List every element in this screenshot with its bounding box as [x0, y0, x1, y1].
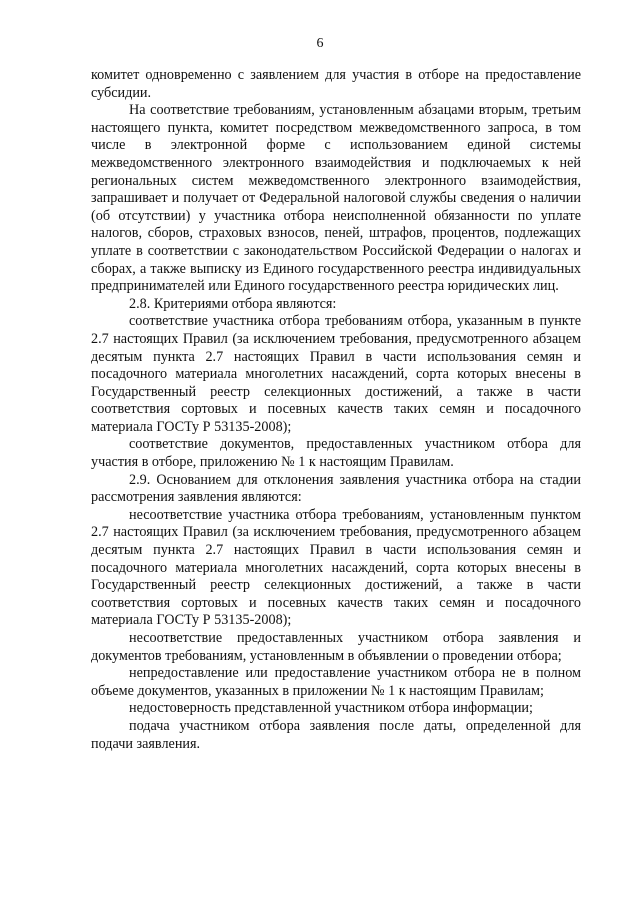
rejection-reason-documents-mismatch: несоответствие предоставленных участником отбора заявления и документов требованиям, установленным в объявлении о проведении отбора; [91, 630, 581, 664]
page-number: 6 [316, 36, 324, 51]
rejection-reason-false-information: недостоверность представленной участником отбора информации; [129, 700, 533, 717]
section-2-8-heading: 2.8. Критериями отбора являются: [129, 295, 337, 312]
paragraph-interagency-request: На соответствие требованиям, установленным абзацами вторым, третьим настоящего пункта, комитет посредством межведомственного запроса, в том числе в электронной форме с использованием единой системы межведомственного электронного взаимодействия и подключаемых к ней региональных систем межведомственного электронного взаимодействия, запрашивает и получает от Федеральной налоговой службы сведения о наличии (об отсутствии) у участника отбора неисполненной обязанности по уплате налогов, сборов, страховых взносов, пеней, штрафов, процентов, подлежащих уплате в соответствии с законодательством Российской Федерации о налогах и сборах, а также выписку из Единого государственного реестра индивидуальных предпринимателей или Единого государственного реестра юридических лиц. [91, 102, 581, 295]
criterion-documents-compliance: соответствие документов, предоставленных участником отбора для участия в отборе, приложению № 1 к настоящим Правилам. [91, 436, 581, 471]
section-2-9-heading: 2.9. Основанием для отклонения заявления участника отбора на стадии рассмотрения заявления являются: [91, 471, 581, 506]
document-body [91, 67, 581, 753]
paragraph-continuation: комитет одновременно с заявлением для участия в отборе на предоставление субсидии. [91, 67, 581, 101]
rejection-reason-incomplete-documents: непредоставление или предоставление участником отбора не в полном объеме документов, указанных в приложении № 1 к настоящим Правилам; [91, 665, 581, 699]
rejection-reason-requirements: несоответствие участника отбора требованиям, установленным пунктом 2.7 настоящих Правил (за исключением требования, предусмотренного абзацем десятым пункта 2.7 настоящих Правил в части использования семян и посадочного материала многолетних насаждений, сорта которых внесены в Государственный реестр селекционных достижений, а также в части соответствия сортовых и посевных качеств таких семян и посадочного материала ГОСТу Р 53135-2008); [91, 506, 581, 629]
rejection-reason-late-submission: подача участником отбора заявления после даты, определенной для подачи заявления. [91, 717, 581, 752]
criterion-requirements-compliance: соответствие участника отбора требованиям отбора, указанным в пункте 2.7 настоящих Правил (за исключением требования, предусмотренного абзацем десятым пункта 2.7 настоящих Правил в части использования семян и посадочного материала многолетних насаждений, сорта которых внесены в Государственный реестр селекционных достижений, а также в части соответствия сортовых и посевных качеств таких семян и посадочного материала ГОСТу Р 53135-2008); [91, 313, 581, 435]
